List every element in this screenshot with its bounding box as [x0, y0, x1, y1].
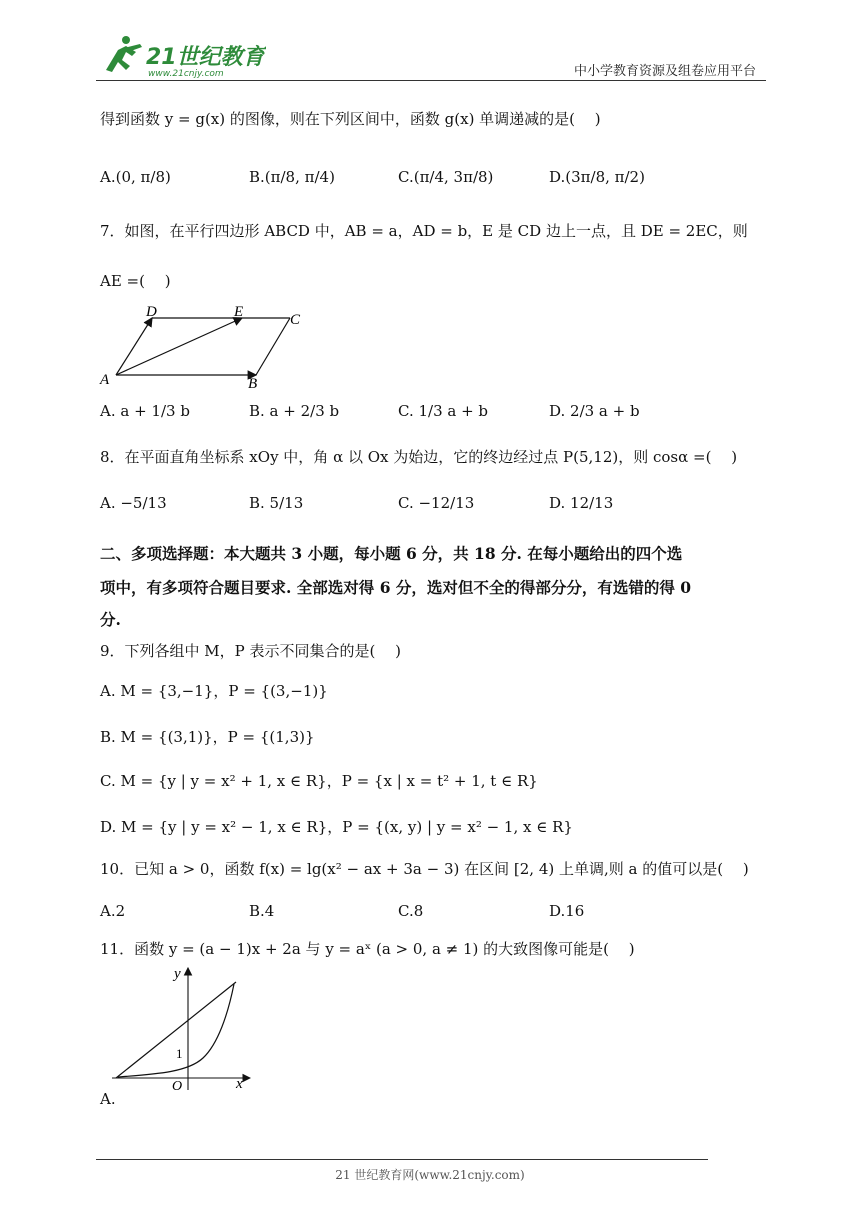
logo-text: 21世纪教育 — [146, 45, 265, 70]
label-c: C — [290, 312, 301, 328]
q6-stem-text: 得到函数 y = g(x) 的图像，则在下列区间中，函数 g(x) 单调递减的是( ) — [100, 110, 601, 128]
q8-option-c[interactable]: C. −12/13 — [398, 494, 475, 512]
label-e: E — [234, 304, 244, 320]
section2-line2: 项中，有多项符合题目要求. 全部选对得 6 分，选对但不全的得部分分，有选错的得 0 — [100, 578, 692, 597]
label-b: B — [248, 376, 258, 392]
q7-option-b[interactable]: B. a + 2/3 b — [249, 402, 340, 420]
q7-option-a[interactable]: A. a + 1/3 b — [100, 402, 190, 420]
label-a: A — [100, 372, 110, 388]
q11-option-a[interactable]: A. — [100, 1090, 116, 1108]
q9-option-a[interactable]: A. M = {3,−1}，P = {(3,−1)} — [100, 682, 328, 700]
q10-option-b[interactable]: B.4 — [249, 902, 275, 920]
q8-stem: 8．在平面直角坐标系 xOy 中，角 α 以 Ox 为始边，它的终边经过点 P(5,12)，则 cosα =( ) — [100, 448, 738, 466]
q9-option-b[interactable]: B. M = {(3,1)}，P = {(1,3)} — [100, 728, 315, 746]
platform-title: 中小学教育资源及组卷应用平台 — [573, 64, 756, 79]
logo-url: www.21cnjy.com — [148, 69, 224, 78]
q6-stem — [100, 110, 601, 128]
graph-label-o: O — [172, 1079, 183, 1092]
q9-option-c[interactable]: C. M = {y | y = x² + 1, x ∈ R}，P = {x | x = t² + 1, t ∈ R} — [100, 772, 538, 790]
q6-option-a[interactable]: A.(0, π/8) — [100, 168, 171, 186]
q7-stem-2: AE =( ) — [100, 272, 171, 290]
q6-option-d[interactable]: D.(3π/8, π/2) — [549, 168, 645, 186]
q8-option-d[interactable]: D. 12/13 — [549, 494, 614, 512]
q8-option-a[interactable]: A. −5/13 — [100, 494, 167, 512]
q7-option-d[interactable]: D. 2/3 a + b — [549, 402, 640, 420]
q10-option-d[interactable]: D.16 — [549, 902, 585, 920]
section2-line3: 分. — [100, 610, 121, 629]
graph-label-1: 1 — [176, 1046, 183, 1061]
label-d: D — [146, 304, 157, 320]
q11-graph-a — [108, 962, 258, 1096]
footer-text: 21 世纪教育网(www.21cnjy.com) — [335, 1168, 525, 1182]
q11-stem: 11．函数 y = (a − 1)x + 2a 与 y = aˣ (a > 0, a ≠ 1) 的大致图像可能是( ) — [100, 940, 635, 958]
q10-option-c[interactable]: C.8 — [398, 902, 424, 920]
q9-option-d[interactable]: D. M = {y | y = x² − 1, x ∈ R}，P = {(x, y) | y = x² − 1, x ∈ R} — [100, 818, 573, 836]
q6-option-b[interactable]: B.(π/8, π/4) — [249, 168, 335, 186]
section2-line1: 二、多项选择题：本大题共 3 小题，每小题 6 分，共 18 分. 在每小题给出的四个选 — [100, 544, 683, 563]
q8-option-b[interactable]: B. 5/13 — [249, 494, 304, 512]
site-logo — [96, 32, 266, 82]
q10-stem: 10．已知 a > 0，函数 f(x) = lg(x² − ax + 3a − 3) 在区间 [2, 4) 上单调,则 a 的值可以是( ) — [100, 860, 749, 878]
header-divider — [96, 80, 766, 81]
q7-option-c[interactable]: C. 1/3 a + b — [398, 402, 489, 420]
parallelogram-figure — [96, 300, 316, 396]
q10-option-a[interactable]: A.2 — [100, 902, 126, 920]
footer-divider — [96, 1159, 708, 1160]
q7-stem: 7．如图，在平行四边形 ABCD 中，AB = a，AD = b，E 是 CD 边上一点，且 DE = 2EC，则 — [100, 222, 748, 240]
graph-label-y: y — [174, 966, 181, 982]
q6-option-c[interactable]: C.(π/4, 3π/8) — [398, 168, 494, 186]
q9-stem: 9．下列各组中 M，P 表示不同集合的是( ) — [100, 642, 402, 660]
graph-label-x: x — [236, 1076, 243, 1092]
